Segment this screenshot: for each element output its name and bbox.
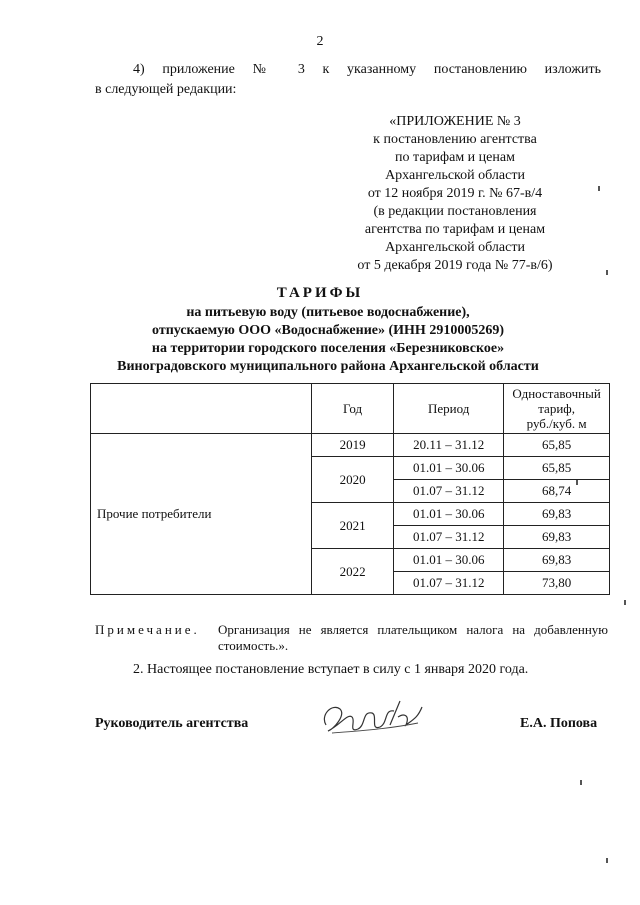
scan-mark <box>624 600 626 605</box>
tariff-cell: 65,85 <box>504 434 610 457</box>
document-subtitle <box>80 304 576 376</box>
effective-date-paragraph: 2. Настоящее постановление вступает в силу с 1 января 2020 года. <box>133 662 529 677</box>
year-cell: 2020 <box>311 457 393 503</box>
table-header-row <box>91 384 610 434</box>
scan-mark <box>606 858 608 863</box>
year-cell: 2019 <box>311 434 393 457</box>
handwritten-signature <box>318 695 430 741</box>
appendix-line: Архангельской области <box>385 168 525 183</box>
scan-mark <box>598 186 600 191</box>
period-cell: 01.07 – 31.12 <box>394 526 504 549</box>
header-year: Год <box>311 384 393 434</box>
scan-mark <box>580 780 582 785</box>
amendment-paragraph-4 <box>95 60 601 100</box>
header-tariff-line: тариф, <box>538 401 575 416</box>
appendix-line: по тарифам и ценам <box>395 150 515 165</box>
appendix-line: от 5 декабря 2019 года № 77-в/6) <box>357 258 553 273</box>
appendix-line: (в редакции постановления <box>373 204 537 219</box>
period-cell: 01.01 – 30.06 <box>394 503 504 526</box>
header-tariff-line: Одноставочный <box>512 386 601 401</box>
tariff-table <box>90 383 610 595</box>
signer-name: Е.А. Попова <box>520 716 598 731</box>
period-cell: 01.07 – 31.12 <box>394 572 504 595</box>
document-title: ТАРИФЫ <box>276 285 364 301</box>
para4-line2: в следующей редакции: <box>95 82 237 97</box>
header-period: Период <box>394 384 504 434</box>
header-tariff <box>504 384 610 434</box>
scan-mark <box>606 270 608 275</box>
subtitle-line: Виноградовского муниципального района Архангельской области <box>117 359 539 374</box>
header-blank <box>91 384 312 434</box>
tariff-cell: 73,80 <box>504 572 610 595</box>
appendix-line: Архангельской области <box>385 240 525 255</box>
table-row <box>91 434 610 457</box>
note-label: Примечание. <box>95 622 200 637</box>
signer-position: Руководитель агентства <box>95 716 249 731</box>
period-cell: 01.01 – 30.06 <box>394 549 504 572</box>
tariff-cell: 69,83 <box>504 503 610 526</box>
period-cell: 20.11 – 31.12 <box>394 434 504 457</box>
appendix-line: агентства по тарифам и ценам <box>364 222 546 237</box>
year-cell: 2022 <box>311 549 393 595</box>
period-cell: 01.01 – 30.06 <box>394 457 504 480</box>
tariff-cell: 69,83 <box>504 526 610 549</box>
period-cell: 01.07 – 31.12 <box>394 480 504 503</box>
appendix-header <box>340 113 570 275</box>
subtitle-line: отпускаемую ООО «Водоснабжение» (ИНН 2910005269) <box>152 323 504 338</box>
page-number: 2 <box>316 34 324 49</box>
para4-line1: 4) приложение № 3 к указанному постановлению изложить <box>133 62 601 77</box>
scan-mark <box>576 480 578 485</box>
appendix-line: к постановлению агентства <box>373 132 537 147</box>
year-cell: 2021 <box>311 503 393 549</box>
tariff-cell: 65,85 <box>504 457 610 480</box>
tariff-cell: 69,83 <box>504 549 610 572</box>
note-text-line1: Организация не является плательщиком налога на добавленную <box>218 622 608 637</box>
appendix-line: «ПРИЛОЖЕНИЕ № 3 <box>389 114 521 129</box>
header-tariff-line: руб./куб. м <box>526 416 587 431</box>
subtitle-line: на питьевую воду (питьевое водоснабжение), <box>186 305 470 320</box>
subtitle-line: на территории городского поселения «Березниковское» <box>151 341 505 356</box>
consumer-cell: Прочие потребители <box>91 434 312 595</box>
note-text-line2: стоимость.». <box>218 638 289 653</box>
appendix-line: от 12 ноября 2019 г. № 67-в/4 <box>367 186 543 201</box>
tariff-cell: 68,74 <box>504 480 610 503</box>
